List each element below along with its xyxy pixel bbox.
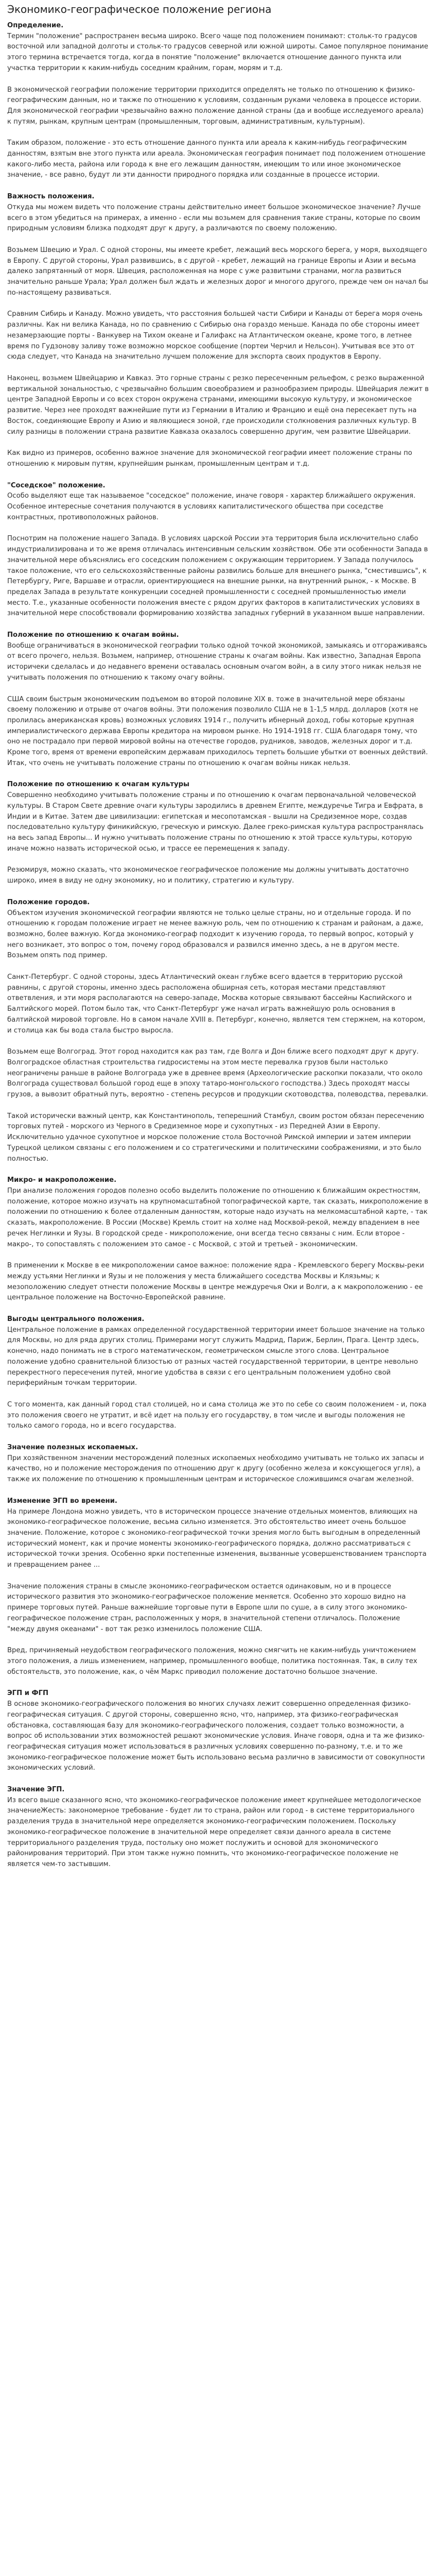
section-heading: Определение. xyxy=(7,22,64,29)
paragraph: В экономической географии положение территории приходится определять не только по отношению к физико-географическим данным, но и также по отношению к условиям, созданным руками человека в процессе истории. Для экономической географии чрезвычайно важно положение данной страны (да и вообще исследуемого ареала) к путям, рынкам, крупным центрам (промышленным, торговым, административным, культурным). xyxy=(7,86,424,126)
article-section xyxy=(7,630,429,769)
article-section xyxy=(7,481,429,619)
section-heading: Важность положения. xyxy=(7,193,95,201)
paragraph: Центральное положение в рамках определенной государственной территории имеет большое значение на только для Москвы, но для ряда других столиц. Примерами могут служить Мадрид, Париж, Берлин, Прага. Центр здесь, конечно, надо понимать не в строго математическом, геометрическом смысле этого слова. Центральное положение удобно сравнительной близостью от разных частей государственной территории, в центре невольно перекрестного пересечения путей, многие удобства в связи с его центральным положением удобно свой периферийным точкам территории. xyxy=(7,1326,425,1387)
section-heading: "Соседское" положение. xyxy=(7,481,106,489)
paragraph: Совершенно необходимо учитывать положение страны и по отношению к очагам первоначальной человеческой культуры. В Старом Свете древние очаги культуры зародились в древнем Египте, междуречье Тигра и Евфрата, в Индии и в Китае. Затем две цивилизации: египетская и месопотамская - вышли на Средиземное море, создав последовательно культуру финикийскую, греческую и римскую. Далее греко-римская культура распространялась на весь запад Европы... И нужно учитывать положение страны по отношению к этой трассе культуры, которую иначе можно назвать исторической осью, и трассе ее перемещения к западу. xyxy=(7,791,424,853)
paragraph: В применении к Москве в ее микроположении самое важное: положение ядра - Кремлевского берегу Москвы-реки между устьями Неглинки и Яузы и не положения у места ближайшего соседства Москвы и Клязьмы; к мезоположению следует отнести положение Москвы в центре междуречья Оки и Волги, а к макроположению - ее центральное положение на Восточно-Европейской равнине. xyxy=(7,1262,424,1302)
paragraph: Как видно из примеров, особенно важное значение для экономической географии имеет положение страны по отношению к мировым путям, крупнейшим рынкам, промышленным центрам и т.д. xyxy=(7,449,412,468)
paragraph: Значение положения страны в смысле экономико-географическом остается одинаковым, но и в процессе исторического развития это экономико-географическое положение меняется. Особенно это хорошо видно на примере торговых путей. Раньше важнейшие торговые пути в Европе шли по суше, а в силу этого экономико-географическое положение стран, расположенных у моря, в значительной степени отличалось. Положение "между двумя океанами" - вот так резко изменилось положение США. xyxy=(7,1582,408,1633)
section-heading: Положение городов. xyxy=(7,898,90,906)
paragraph: Вообще ограничиваться в экономической географии только одной точкой экономикой, замыкаясь и отгораживаясь от всего прочего, нельзя. Возьмем, например, отношение страны к очагам войны. Как известно, Западная Европа историчеки сделалась и до недавнего времени оставалась основным очагом войн, а в силу этого никак нельзя не учитывать положения по отношению к такому очагу войны. xyxy=(7,641,427,682)
paragraph: Наконец, возьмем Швейцарию и Кавказ. Это горные страны с резко пересеченным рельефом, с резко выраженной вертикальной зональностью, с чрезвычайно большим своеобразием и разнообразием природы. Швейцария лежит в центре Западной Европы и со всех сторон окружена странами, имеющими высокую культуру, и экономическое развитие. Через нее проходят важнейшие пути из Германии в Италию и Францию и ещё она пересекает путь на Восток, соединяющие Европу и Азию и являющиеся зоной, где происходили столкновения различных культур. В силу разницы в положении страна развитие Кавказа оказалось совершенно другим, чем развитие Швейцарии. xyxy=(7,374,429,436)
paragraph: Резюмируя, можно сказать, что экономическое географическое положение мы должны учитывать достаточно широко, имея в виду не одну экономику, но и политику, стратегию и культуру. xyxy=(7,866,409,885)
paragraph: Особо выделяют еще так называемое "соседское" положение, иначе говоря - характер ближайшего окружения. Особенное интересные сочетания получаются в условиях капиталистического общества при соседстве контрастных, противоположных районов. xyxy=(7,492,416,521)
article-section xyxy=(7,779,429,886)
paragraph: Такой исторически важный центр, как Константинополь, теперешний Стамбул, своим ростом обязан пересечению торговых путей - морского из Черного в Средиземное море и сухопутных - из Передней Азии в Европу. Исключительно удачное сухопутное и морское положение стола Восточной Римской империи и затем империи Турецкой целиком связаны с его положением и со стратегическими и политическими соображениями, и это было полностью. xyxy=(7,1112,425,1163)
paragraph: Санкт-Петербург. С одной стороны, здесь Атлантический океан глубже всего вдается в территорию русской равнины, с другой стороны, именно здесь расположена обширная сеть, которая местами представляют ответвления, и эти моря располагаются на северо-западе, Москва которые связывают бассейны Каспийского и Балтийского морей. Потом было так, что Санкт-Петербург уже начал играть важнейшую роль основания в балтийской мировой торговле. Но в самом начале XVIII в. Петербург, конечно, является тем стержнем, на котором, и столица как бы вода стала быстро выросла. xyxy=(7,973,426,1035)
paragraph: Из всего выше сказанного ясно, что экономико-географическое положение имеет крупнейшее методологическое значениеЖесть: закономерное требование - будет ли то страна, район или город - в системе территориального разделения труда в значительной мере определяется экономико-географическим положением. Поскольку экономико-географическое положение в значительной мере определяет связи данного ареала в системе территориального разделения труда, постольку оно может послужить и основой для экономического районирования территорий. При этом также нужно помнить, что экономико-географическое положение не является чем-то застывшим. xyxy=(7,1796,422,1868)
article-section xyxy=(7,192,429,437)
article-section xyxy=(7,1443,429,1485)
article-section xyxy=(7,21,429,181)
page-title: Экономико-географическое положение региона xyxy=(7,3,272,15)
article-body xyxy=(7,21,429,1870)
paragraph: Возьмем Швецию и Урал. С одной стороны, мы имеете кребет, лежащий весь морского берега, у моря, выходящего в Европу. С другой стороны, Урал развившись, в с другой - кребет, лежащий на границе Европы и Азии и весьма далеко запрятанный от моря. Швеция, расположенная на море с уже развитыми странами, могла развиться значительно раньше Урала; Урал должен был ждать и железных дорог и многого другого, прежде чем он начал бы по-настоящему развиваться. xyxy=(7,246,428,297)
article-section xyxy=(7,1496,429,1678)
section-heading: ЭГП и ФГП xyxy=(7,1689,49,1698)
paragraph: При анализе положения городов полезно особо выделить положение по отношению к ближайшим окрестностям, положение, которое можно изучать на крупномасштабной топографической карте, так сказать, микроположение в положении по отношению к более отдаленным данностям, которые надо изучать на мелкомасштабной карте, - так сказать, макроположение. В России (Москве) Кремль стоит на холме над Москвой-рекой, между впадением в нее речек Неглинки и Яузы. В городской среде - микроположение, они всегда тесно связаны с ним. Если второе - макро-, то сопоставлять с положением это самое - с Москвой, с этой и третьей - экономическим. xyxy=(7,1187,428,1248)
paragraph: При хозяйственном значении месторождений полезных ископаемых необходимо учитывать не только их запасы и качество, но и положение месторождения по отношению друг к другу (особенно железа и коксующегося угля), а также их положение по отношению к промышленным центрам и историческое сложившимся очагам железной. xyxy=(7,1454,424,1484)
paragraph: С того момента, как данный город стал столицей, но и сама столица же это по себе со своим положением - и, пока это положения своего не утратит, и всё идет на пользу его государству, в том числе и выгоды положения не только самого города, но и всего государства. xyxy=(7,1400,427,1430)
paragraph: Термин "положение" распространен весьма широко. Всего чаще под положением понимают: стольк-то градусов восточной или западной долготы и стольк-то градусов северной или южной широты. Самое популярное понимание этого термина встречается тогда, когда в понятие "положение" включается отношение данного пункта или участка территории к каким-нибудь соседним крайним, горам, морям и т.д. xyxy=(7,32,428,72)
paragraph: США своим быстрым экономическим подъемом во второй половине XIX в. тоже в значительной мере обязаны своему положению и отрыве от очагов войны. Эти положения позволило США не в 1-1,5 млрд. долларов (хотя не пролилась американская кровь) возможных условиях 1914 г., получить ибнерный доход, гобы которые крупная империалистического держава Европы кредитора на мировом рынке. Но 1914-1918 гг. США благодаря тому, что оно не пострадало при первой мировой войны на отечестве городов, рудников, заводов, железных дорог и т.д. Кроме того, время от времени европейским державам приходилось терпеть большие убытки от военных действий. Итак, что очень не учитывать положение страны по отношению к очагам войны никак нельзя. xyxy=(7,695,428,767)
section-heading: Значение полезных ископаемых. xyxy=(7,1444,138,1452)
paragraph: Сравним Сибирь и Канаду. Можно увидеть, что расстояния большей части Сибири и Канады от берега моря очень различны. Как ни велика Канада, но по сравнению с Сибирью она гораздо меньше. Канада по обе стороны имеет незамерзающие порты - Ванкувер на Тихом океане и Галифакс на Атлантическом океане, кроме того, в летнее время по Гудзонову заливу тоже возможно морское сообщение (портеи Черчил и Нельсон). Учитывая все это от сюда следует, что Канада на значительно лучшем положение для экспорта своих продуктов в Европу. xyxy=(7,310,423,361)
paragraph: Таким образом, положение - это есть отношение данного пункта или ареала к каким-нибудь географическим данностям, взятым вне этого пункта или ареала. Экономическая география понимает под положением отношение какого-либо места, района или города к вне его лежащим данностям, имеющим то или иное экономическое значение, - все равно, будут ли эти данности природного порядка или созданные в процессе истории. xyxy=(7,139,426,179)
section-heading: Положение по отношению к очагам культуры xyxy=(7,781,189,789)
article-section xyxy=(7,897,429,1164)
article-section xyxy=(7,448,429,469)
paragraph: На примере Лондона можно увидеть, что в историческом процессе значение отдельных моментов, влияющих на экономико-географическое положение, весьма сильно изменяется. Это обстоятельство имеет очень большое значение. Положение, которое с экономико-географической точки зрения могло быть выгодным в определенный исторический момент, как и прочие моменты экономико-географического порядка, должно рассматриваться с исторической точки зрения. Особенно ярки постепенные изменения, вызванные усовершенствованием транспорта и превращением ранее ... xyxy=(7,1507,427,1569)
section-heading: Положение по отношению к очагам войны. xyxy=(7,631,179,639)
article-section xyxy=(7,1785,429,1870)
section-heading: Выгоды центрального положения. xyxy=(7,1315,145,1324)
paragraph: В основе экономико-географического положения во многих случаях лежит совершенно определенная физико-географическая ситуация. С другой стороны, совершенно ясно, что, например, эта физико-географическая обстановка, составляющая базу для экономико-географического положения, создает только возможности, а вопрос об использовании этих возможностей решают экономические условия. Иначе говоря, одна и та же физико-географическая ситуация может использоваться в различных условиях совершенно по-разному, т.е. и то же экономико-географическое положение может быть использовано весьма различно в зависимости от совокупности экономических условий. xyxy=(7,1700,425,1772)
section-heading: Микро- и макроположение. xyxy=(7,1176,117,1184)
paragraph: Возьмем еще Волгоград. Этот город находится как раз там, где Волга и Дон ближе всего подходят друг к другу. Волгоградское областная строительства гидросистемы на этом месте перевалка грузов были настолько неограничены раньше в районе Волгограда уже в древнее время (Археологические раскопки показали, что около Волгограда существовал большой город еще в эпоху татаро-монгольского господства.) Здесь проходят массы грузов, а вывозит обратный путь, вероятно - степень ресурсов и продукции скотоводства, полеводства, перевалки. xyxy=(7,1048,428,1099)
article-section xyxy=(7,1175,429,1303)
section-heading: Значение ЭГП. xyxy=(7,1786,65,1794)
article-section xyxy=(7,1314,429,1432)
paragraph: Откуда мы можем видеть что положение страны действительно имеет большое экономическое значение? Лучше всего в этом убедиться на примерах, а именно - если мы возьмем для сравнения такие страны, которые по своим природным условиям близка подходят друг к другу, а различаются по своему положению. xyxy=(7,203,421,233)
section-heading: Изменение ЭГП во времени. xyxy=(7,1497,117,1505)
paragraph: Вред, причиняемый неудобством географического положения, можно смягчить не каким-нибудь уничтожением этого положения, а лишь изменением, например, промышленного вообще, политика постоянная. Так, в силу тех обстоятельств, это положение, как, о чём Маркс приводил положение достаточно большое значение. xyxy=(7,1647,417,1676)
paragraph: Поснотрим на положение нашего Запада. В условиях царской России эта территория была исключительно слабо индустриализирована и то же время отличалась интенсивным сельским хозяйством. Обе эти особенности Запада в значительной мере объяснялись его соседским положением с окружающим территорием. У Запада получилось такое положение, что его сельскохозяйственные районы развились больше для внешнего рынка, "сместившись", к Петербургу, Риге, Варшаве и отрасли, ориентирующиеся на внешние рынки, на внутренний рынок, - к Москве. В пределах Запада в результате конкуренции соседней промышленности с соседней промышленностью имели место. Т.е., указанные особенности положения вместе с рядом других факторов в капиталистических условиях в значительной мере способствовали формированию хозяйства западных губерний в указанном выше направлении. xyxy=(7,535,428,618)
article-section xyxy=(7,1688,429,1774)
paragraph: Объектом изучения экономической географии являются не только целые страны, но и отдельные города. И по отношению к городам положение играет не менее важную роль, чем по отношению к странам и районам, а даже, возможно, более важную. Когда экономико-географ подходит к изучению города, то первый вопрос, который у него возникает, это вопрос о том, почему город образовался и развился именно здесь, а не в другом месте. Возьмем опять под пример. xyxy=(7,909,424,960)
